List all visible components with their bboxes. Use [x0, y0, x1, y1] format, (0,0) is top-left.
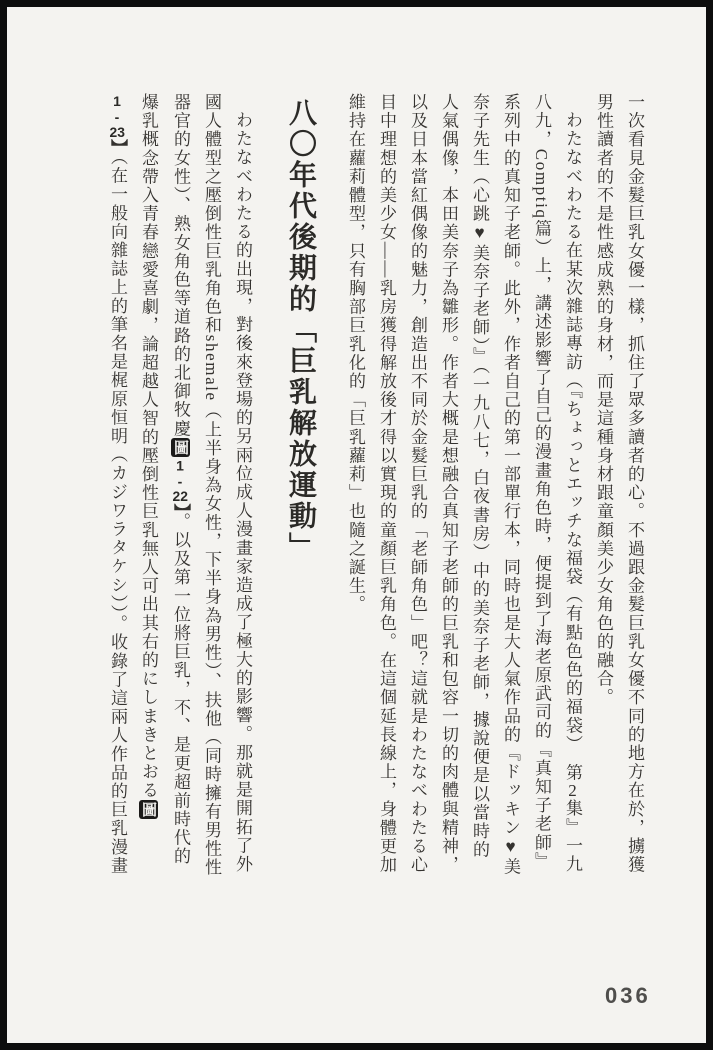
- figure-ref-close-bracket: 】: [108, 139, 127, 157]
- figure-ref-close-bracket: 】: [171, 503, 190, 513]
- paragraph-watanabe-interview: [340, 93, 588, 877]
- figure-reference-1-22: [171, 438, 190, 513]
- section-heading: 八〇年代後期的「巨乳解放運動」: [286, 98, 317, 563]
- book-page: [7, 7, 706, 1043]
- figure-number: 23: [109, 125, 125, 139]
- paragraph-text: 。以及第一位將巨乳，不、是更超前時代的爆乳概念帶入青春戀愛喜劇，論超越人智的壓倒性巨乳無人可出其右的にしまきとおる: [139, 93, 190, 866]
- paragraph-influence: [101, 93, 258, 877]
- paragraph-text: （在一般向雜誌上的筆名是梶原恒明（カジワラタケシ））。收錄了這兩人作品的巨乳漫畫: [108, 156, 127, 875]
- article-text: [84, 93, 650, 877]
- paragraph-text: 一次看見金髮巨乳女優一樣，抓住了眾多讀者的心。不過跟金髮巨乳女優不同的地方在於，擄獲男性讀者的不是性感成熟的身材，而是這種身材跟童顏美少女角色的融合。: [594, 93, 644, 875]
- paragraph-continuation: [588, 93, 650, 877]
- figure-badge-icon: 圖: [172, 439, 189, 456]
- figure-number: 1: [109, 93, 125, 109]
- paragraph-text: わたなべわたる的出現，對後來登場的另兩位成人漫畫家造成了極大的影響。那就是開拓了外國人體型之壓倒性巨乳角色和shemale（上半身為女性，下半身為男性）、扶他（同時擁有男性性器官的女性）、熟女角色等道路的北御牧慶: [171, 93, 252, 877]
- figure-number-dash: -: [109, 109, 125, 125]
- figure-number-dash: -: [172, 473, 188, 490]
- volume-number: 2: [568, 782, 577, 800]
- figure-badge-icon: 圖: [140, 801, 157, 818]
- figure-number: 1: [172, 457, 188, 474]
- page-number: 036: [605, 983, 651, 1008]
- paragraph-text: わたなべわたる在某次雜誌專訪（『ちょっとエッチな福袋（有點色色的福袋） 第: [563, 110, 582, 783]
- paragraph-text: 集』一九八九，Comptiq篇）上，講述影響了自己的漫畫角色時，便提到了海老原武司的『真知子老師』系列中的真知子老師。此外，作者自己的第一部單行本，同時也是大人氣作品的『ドッキン♥美奈子先生（心跳♥美奈子老師）』（一九八七，白夜書房）中的美奈子老師，據說便是以當時的人氣偶像，本田美奈子為雛形。作者大概是想融合真知子老師的巨乳和包容一切的肉體與精神，以及日本當紅偶像的魅力，創造出不同於金髮巨乳的「老師角色」吧？這就是わたなべわたる心目中理想的美少女——乳房獲得解放後才得以實現的童顏巨乳角色。在這個延長線上，身體更加維持在蘿莉體型，只有胸部巨乳化的「巨乳蘿莉」也隨之誕生。: [346, 93, 582, 877]
- figure-number: 22: [172, 489, 188, 504]
